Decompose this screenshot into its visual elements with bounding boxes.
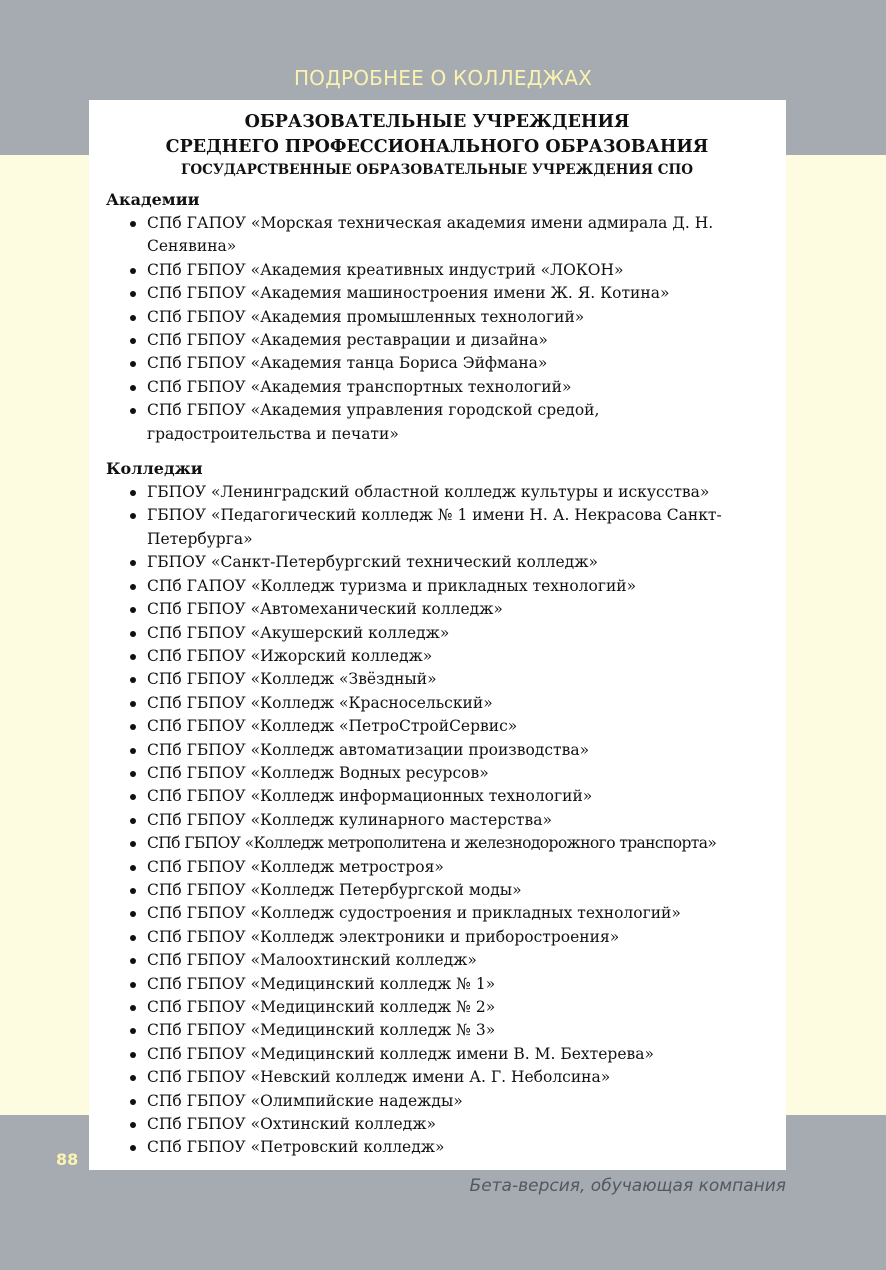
academies-list	[106, 212, 768, 446]
page-header-title: ПОДРОБНЕЕ О КОЛЛЕДЖАХ	[293, 66, 593, 90]
section-colleges	[106, 457, 768, 1160]
list-item: СПб ГБПОУ «Академия креативных индустрий «ЛОКОН»	[130, 259, 768, 282]
list-item: СПб ГБПОУ «Охтинский колледж»	[130, 1113, 768, 1136]
list-item: СПб ГБПОУ «Медицинский колледж № 3»	[130, 1019, 768, 1042]
list-item: ГБПОУ «Педагогический колледж № 1 имени Н. А. Некрасова Санкт-Петербурга»	[130, 504, 768, 551]
content-card	[89, 100, 786, 1170]
card-title-line-2: СРЕДНЕГО ПРОФЕССИОНАЛЬНОГО ОБРАЗОВАНИЯ	[165, 137, 709, 157]
list-item: СПб ГБПОУ «Акушерский колледж»	[130, 622, 768, 645]
list-item: ГБПОУ «Ленинградский областной колледж культуры и искусства»	[130, 481, 768, 504]
list-item: СПб ГБПОУ «Колледж метростроя»	[130, 856, 768, 879]
list-item: СПб ГБПОУ «Ижорский колледж»	[130, 645, 768, 668]
list-item: СПб ГБПОУ «Медицинский колледж № 2»	[130, 996, 768, 1019]
list-item: СПб ГБПОУ «Колледж «ПетроСтройСервис»	[130, 715, 768, 738]
list-item: СПб ГБПОУ «Медицинский колледж № 1»	[130, 973, 768, 996]
list-item: СПб ГБПОУ «Колледж автоматизации производства»	[130, 739, 768, 762]
list-item: СПб ГБПОУ «Невский колледж имени А. Г. Неболсина»	[130, 1066, 768, 1089]
card-subtitle: ГОСУДАРСТВЕННЫЕ ОБРАЗОВАТЕЛЬНЫЕ УЧРЕЖДЕНИЯ СПО	[181, 162, 693, 178]
list-item: СПб ГБПОУ «Академия промышленных технологий»	[130, 306, 768, 329]
list-item: СПб ГБПОУ «Колледж Петербургской моды»	[130, 879, 768, 902]
page-number: 88	[56, 1150, 79, 1169]
list-item: СПб ГБПОУ «Академия танца Бориса Эйфмана»	[130, 352, 768, 375]
list-item: СПб ГБПОУ «Малоохтинский колледж»	[130, 949, 768, 972]
list-item: СПб ГБПОУ «Академия транспортных технологий»	[130, 376, 768, 399]
section-academies	[106, 188, 768, 446]
section-title: Колледжи	[106, 459, 203, 479]
list-item: СПб ГБПОУ «Олимпийские надежды»	[130, 1090, 768, 1113]
list-item: СПб ГБПОУ «Медицинский колледж имени В. М. Бехтерева»	[130, 1043, 768, 1066]
list-item: СПб ГБПОУ «Колледж электроники и приборостроения»	[130, 926, 768, 949]
section-gap	[106, 446, 768, 457]
list-item: СПб ГБПОУ «Колледж «Красносельский»	[130, 692, 768, 715]
list-item: СПб ГБПОУ «Академия управления городской средой, градостроительства и печати»	[130, 399, 768, 446]
list-item: СПб ГБПОУ «Колледж информационных технологий»	[130, 785, 768, 808]
list-item: СПб ГБПОУ «Автомеханический колледж»	[130, 598, 768, 621]
list-item: СПб ГАПОУ «Колледж туризма и прикладных технологий»	[130, 575, 768, 598]
colleges-list	[106, 481, 768, 1160]
list-item: ГБПОУ «Санкт-Петербургский технический колледж»	[130, 551, 768, 574]
list-item: СПб ГБПОУ «Петровский колледж»	[130, 1136, 768, 1159]
list-item: СПб ГБПОУ «Академия реставрации и дизайна»	[130, 329, 768, 352]
card-title-line-1: ОБРАЗОВАТЕЛЬНЫЕ УЧРЕЖДЕНИЯ	[244, 112, 630, 132]
list-item: СПб ГБПОУ «Колледж судостроения и прикладных технологий»	[130, 902, 768, 925]
footer-caption: Бета-версия, обучающая компания	[469, 1176, 786, 1196]
list-item: СПб ГБПОУ «Колледж Водных ресурсов»	[130, 762, 768, 785]
list-item: СПб ГБПОУ «Колледж метрополитена и железнодорожного транспорта»	[130, 832, 768, 855]
list-item: СПб ГБПОУ «Колледж «Звёздный»	[130, 668, 768, 691]
list-item: СПб ГАПОУ «Морская техническая академия имени адмирала Д. Н. Сенявина»	[130, 212, 768, 259]
list-item: СПб ГБПОУ «Колледж кулинарного мастерства»	[130, 809, 768, 832]
list-item: СПб ГБПОУ «Академия машиностроения имени Ж. Я. Котина»	[130, 282, 768, 305]
section-title: Академии	[106, 190, 200, 209]
